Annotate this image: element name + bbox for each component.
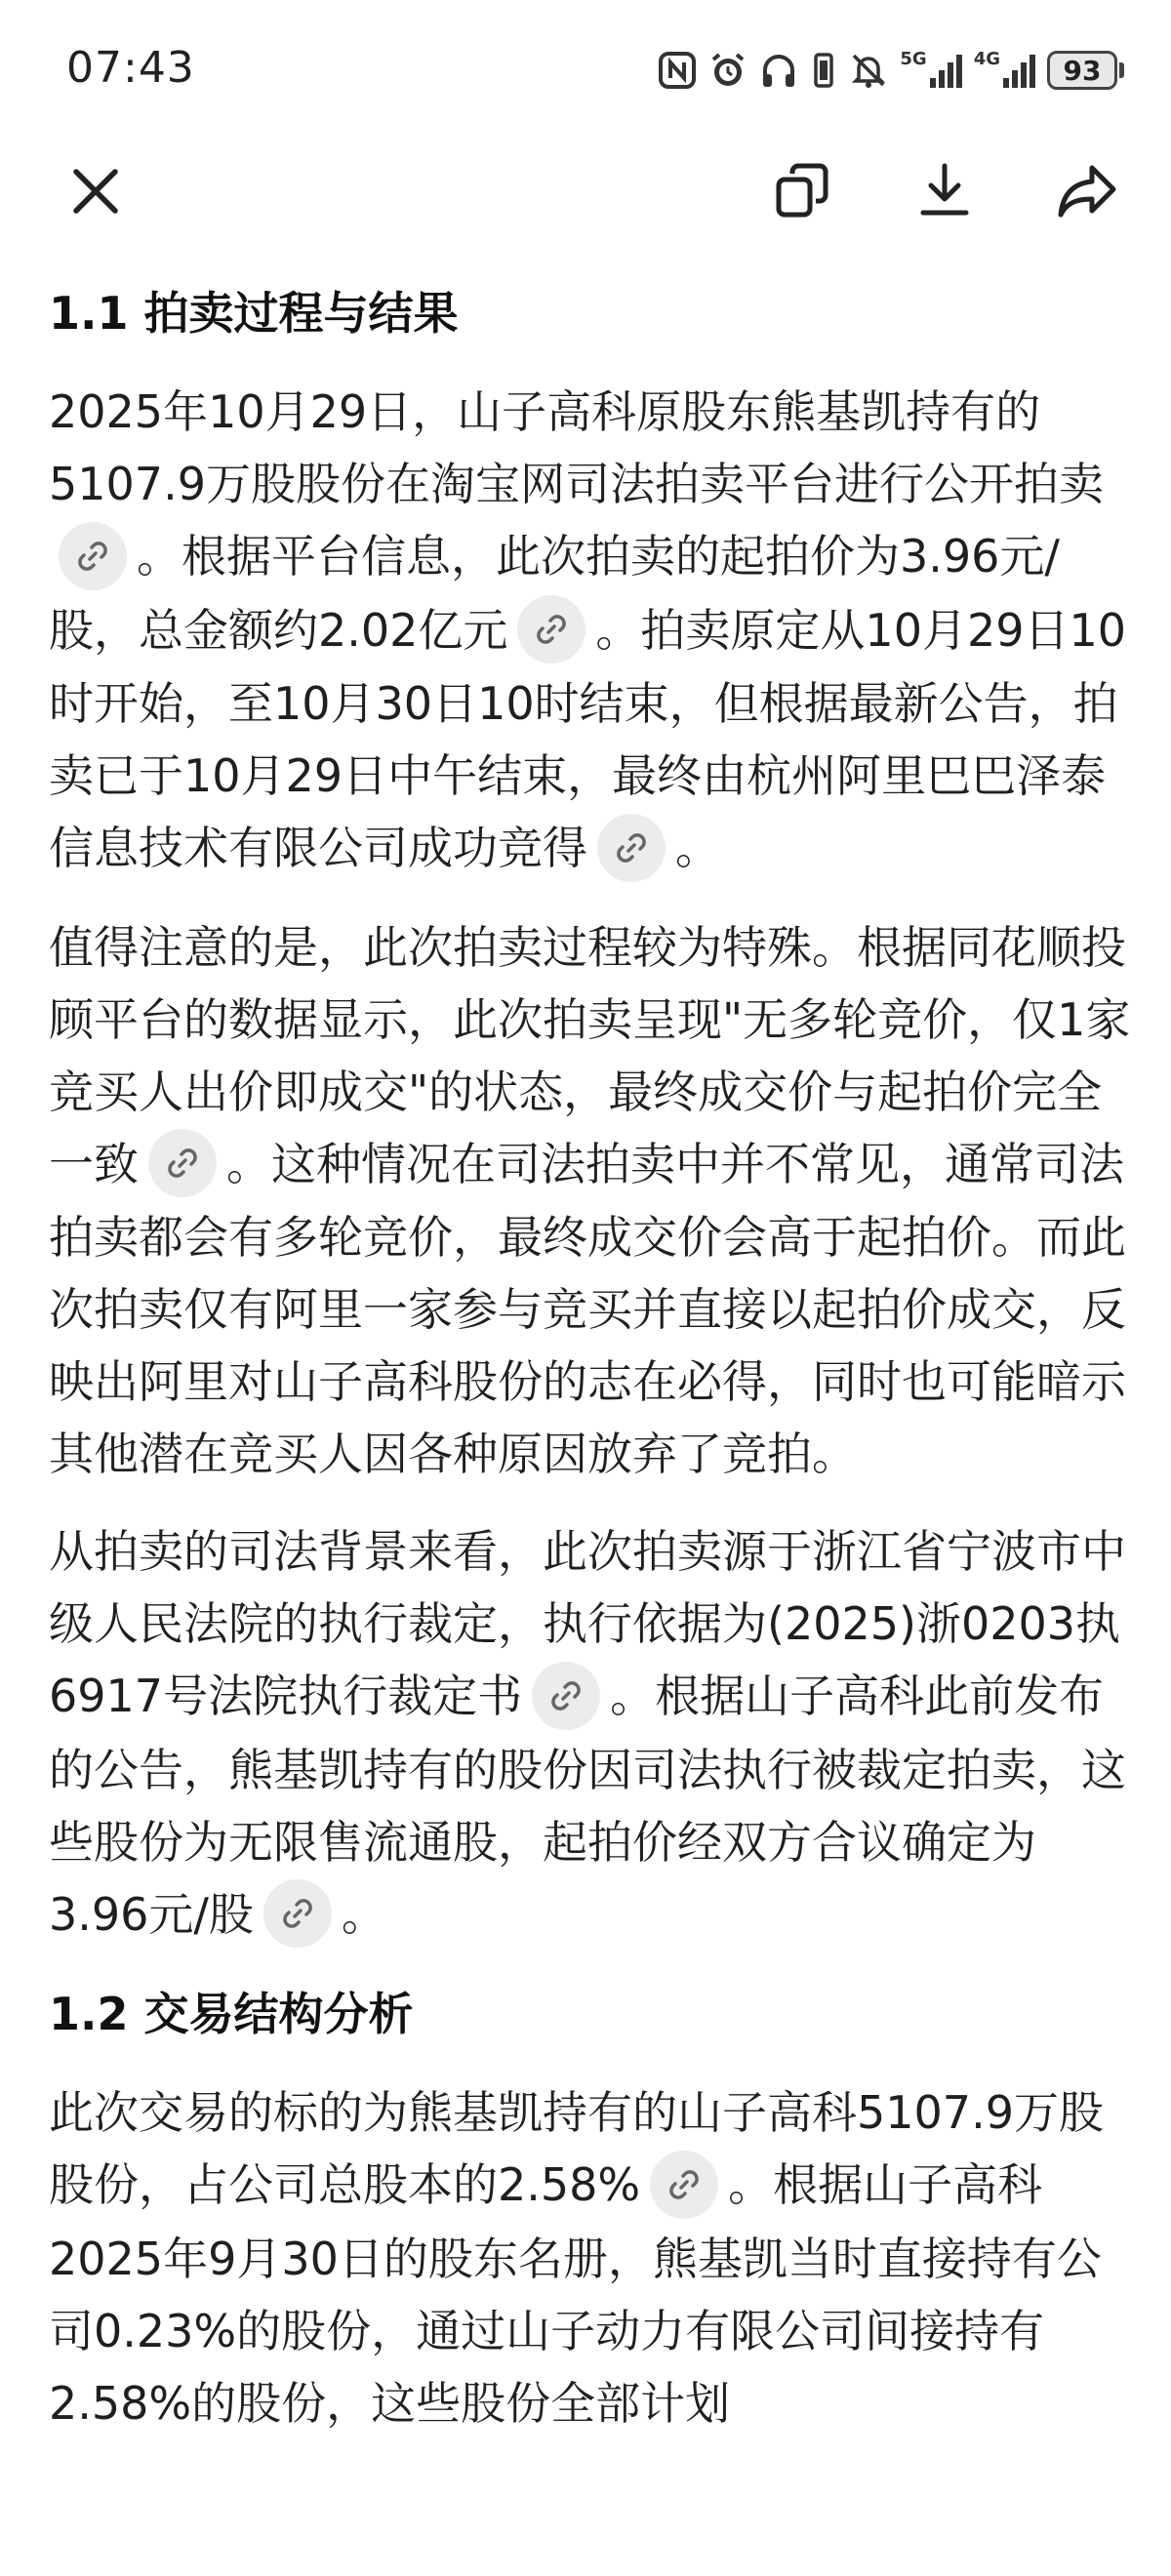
signal-4g-icon: 4G (974, 47, 1035, 94)
citation-link-button[interactable] (532, 1662, 600, 1730)
nfc-icon (658, 47, 697, 94)
link-icon (75, 539, 110, 574)
link-icon (280, 1896, 315, 1931)
citation-link-button[interactable] (148, 1129, 217, 1197)
copy-button[interactable] (767, 156, 837, 226)
mute-icon (849, 47, 888, 94)
close-icon (68, 164, 123, 219)
signal-5g-icon: 5G (900, 47, 961, 94)
battery-level: 93 (1047, 51, 1117, 90)
status-bar (0, 0, 1171, 137)
citation-link-button[interactable] (59, 522, 127, 590)
paragraph-transaction-structure: 此次交易的标的为熊基凯持有的山子高科5107.9万股股份，占公司总股本的2.58% 。根据山子高科2025年9月30日的股东名册，熊基凯当时直接持有公司0.23%的股份，通过山子动力有限公司间接持有2.58%的股份，这些股份全部计划 (49, 2086, 1104, 2430)
section-heading-1-1: 1.1 拍卖过程与结果 (49, 287, 459, 340)
paragraph-auction-notes: 值得注意的是，此次拍卖过程较为特殊。根据同花顺投顾平台的数据显示，此次拍卖呈现"无多轮竞价，仅1家竞买人出价即成交"的状态，最终成交价与起拍价完全一致 。这种情况在司法拍卖中并不常见，通常司法拍卖都会有多轮竞价，最终成交价会高于起拍价。而此次拍卖仅有阿里一家参与竞买并直接以起拍价成交，反映出阿里对山子高科股份的志在必得，同时也可能暗示其他潜在竞买人因各种原因放弃了竞拍。 (49, 920, 1131, 1480)
close-button[interactable] (61, 156, 131, 226)
download-icon (915, 162, 974, 221)
paragraph-judicial-background: 从拍卖的司法背景来看，此次拍卖源于浙江省宁波市中级人民法院的执行裁定，执行依据为(2025)浙0203执6917号法院执行裁定书 。根据山子高科此前发布的公告，熊基凯持有的股份因司法执行被裁定拍卖，这些股份为无限售流通股，起拍价经双方合议确定为3.96元/股 。 (49, 1515, 1132, 1952)
alarm-icon (708, 47, 747, 94)
section-heading-1-2: 1.2 交易结构分析 (49, 1988, 414, 2040)
share-icon (1057, 162, 1117, 221)
link-icon (666, 2167, 702, 2202)
link-icon (165, 1146, 200, 1181)
share-button[interactable] (1052, 156, 1122, 226)
citation-link-button[interactable] (597, 814, 666, 882)
headphones-icon (759, 47, 798, 94)
top-toolbar (0, 137, 1171, 244)
copy-icon (773, 162, 831, 221)
link-icon (614, 830, 649, 865)
citation-link-button[interactable] (263, 1879, 332, 1948)
article-content (49, 278, 1132, 2439)
status-time: 07:43 (66, 43, 195, 93)
status-icons (658, 45, 1124, 96)
battery-icon (1047, 51, 1124, 90)
link-icon (534, 612, 569, 647)
paragraph-auction-result: 2025年10月29日，山子高科原股东熊基凯持有的5107.9万股股份在淘宝网司法拍卖平台进行公开拍卖 。根据平台信息，此次拍卖的起拍价为3.96元/股，总金额约2.02亿元 。拍卖原定从10月29日10时开始，至10月30日10时结束，但根据最新公告，拍卖已于10月29日中午结束，最终由杭州阿里巴巴泽泰信息技术有限公司成功竞得 。 (49, 376, 1132, 886)
citation-link-button[interactable] (517, 595, 586, 664)
citation-link-button[interactable] (650, 2151, 718, 2219)
download-button[interactable] (909, 156, 980, 226)
link-icon (548, 1678, 584, 1713)
vibrate-icon (810, 47, 837, 94)
